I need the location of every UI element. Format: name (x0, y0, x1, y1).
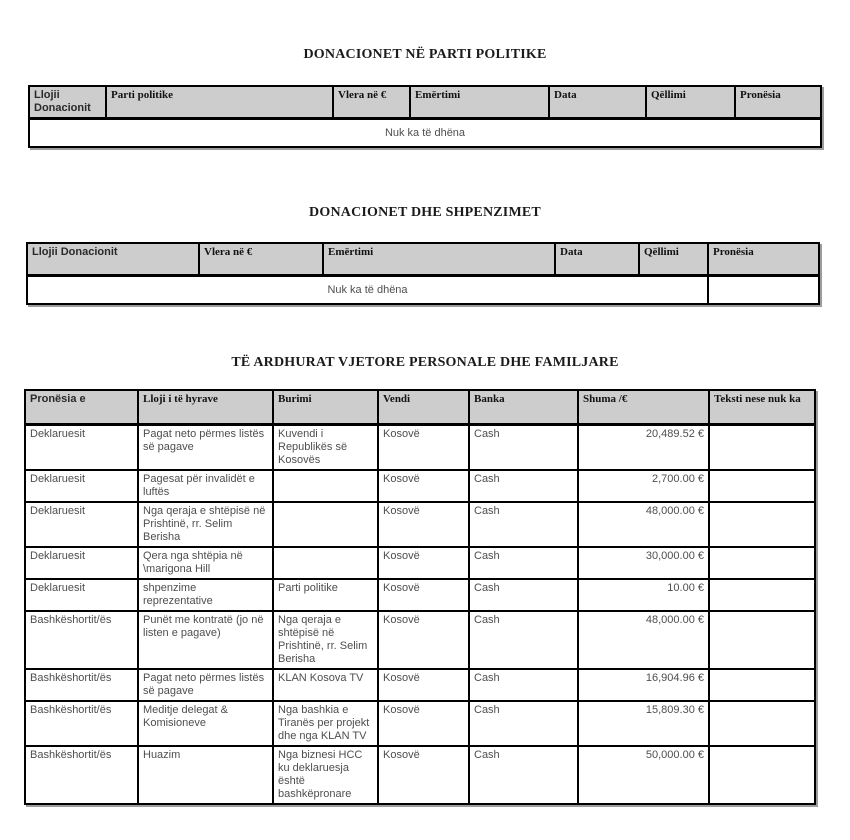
table-cell: Deklaruesit (25, 502, 138, 547)
table-cell: KLAN Kosova TV (273, 669, 378, 701)
table-cell: 30,000.00 € (578, 547, 709, 579)
column-header-cell: Data (555, 243, 639, 276)
table-cell: Nga qeraja e shtëpisë në Prishtinë, rr. Selim Berisha (138, 502, 273, 547)
table-cell (709, 547, 815, 579)
column-header-cell: Qëllimi (639, 243, 708, 276)
table-cell: 2,700.00 € (578, 470, 709, 502)
table-cell: Qera nga shtëpia në \marigona Hill (138, 547, 273, 579)
column-header-cell: Burimi (273, 390, 378, 425)
table-cell (709, 746, 815, 804)
section-donations-political-parties (0, 47, 850, 148)
column-header-cell: Pronësia (735, 86, 821, 119)
table-cell: Kosovë (378, 701, 469, 746)
table-cell: Punët me kontratë (jo në listen e pagave) (138, 611, 273, 669)
no-data-row (27, 276, 819, 305)
donations-political-parties-table (28, 85, 822, 148)
column-header-cell: Vlera në € (199, 243, 323, 276)
table-cell: Pagesat për invalidët e luftës (138, 470, 273, 502)
table-cell: Kosovë (378, 669, 469, 701)
table-title-annual-income: TË ARDHURAT VJETORE PERSONALE DHE FAMILJARE (231, 355, 619, 370)
table-title-donations-expenses: DONACIONET DHE SHPENZIMET (309, 205, 541, 220)
table-row (25, 669, 815, 701)
table-row (25, 611, 815, 669)
table-cell: Deklaruesit (25, 579, 138, 611)
table-cell: shpenzime reprezentative (138, 579, 273, 611)
table-cell: Nga biznesi HCC ku deklaruesja është bashkëpronare (273, 746, 378, 804)
annual-income-table (24, 389, 816, 805)
table-cell: Deklaruesit (25, 470, 138, 502)
table-row (25, 470, 815, 502)
table-cell (709, 701, 815, 746)
no-data-row (29, 119, 821, 148)
table-cell: Cash (469, 611, 578, 669)
table-cell: Nga bashkia e Tiranës per projekt dhe nga KLAN TV (273, 701, 378, 746)
table-cell: Kosovë (378, 502, 469, 547)
column-header-cell: Lloji i të hyrave (138, 390, 273, 425)
table-cell: Cash (469, 470, 578, 502)
table-cell: Kosovë (378, 611, 469, 669)
table-cell: Meditje delegat & Komisioneve (138, 701, 273, 746)
column-header-cell: Data (549, 86, 646, 119)
column-header-cell: Vendi (378, 390, 469, 425)
no-data-cell: Nuk ka të dhëna (29, 119, 821, 148)
column-header-cell: Shuma /€ (578, 390, 709, 425)
table-cell: 10.00 € (578, 579, 709, 611)
table-cell: Deklaruesit (25, 425, 138, 471)
table-cell: Bashkëshortit/ës (25, 669, 138, 701)
header-row (27, 243, 819, 276)
column-header-cell: Vlera në € (333, 86, 410, 119)
column-header-cell: Banka (469, 390, 578, 425)
section-donations-expenses (0, 205, 850, 305)
table-cell: Cash (469, 579, 578, 611)
table-cell: Nga qeraja e shtëpisë në Prishtinë, rr. Selim Berisha (273, 611, 378, 669)
column-header-cell: Emërtimi (323, 243, 555, 276)
table-row (25, 579, 815, 611)
table-cell: Cash (469, 547, 578, 579)
table-cell: Cash (469, 701, 578, 746)
table-cell: Kosovë (378, 425, 469, 471)
table-cell: 50,000.00 € (578, 746, 709, 804)
table-cell: Pagat neto përmes listës së pagave (138, 669, 273, 701)
table-cell (709, 425, 815, 471)
column-header-cell: Parti politike (106, 86, 333, 119)
table-cell (273, 547, 378, 579)
table-row (25, 547, 815, 579)
table-cell (709, 669, 815, 701)
table-cell: Cash (469, 502, 578, 547)
empty-cell (708, 276, 819, 305)
table-cell: Bashkëshortit/ës (25, 701, 138, 746)
table-cell (709, 470, 815, 502)
table-cell: Cash (469, 746, 578, 804)
table-row (25, 746, 815, 804)
table-title-donations-political-parties: DONACIONET NË PARTI POLITIKE (303, 47, 547, 62)
table-row (25, 701, 815, 746)
table-cell: Cash (469, 669, 578, 701)
table-cell (709, 579, 815, 611)
section-annual-income (0, 355, 850, 805)
table-cell: Huazim (138, 746, 273, 804)
table-row (25, 502, 815, 547)
table-cell: Parti politike (273, 579, 378, 611)
column-header-cell: Pronësia (708, 243, 819, 276)
table-cell: 16,904.96 € (578, 669, 709, 701)
table-cell: Kosovë (378, 470, 469, 502)
column-header-cell: Emërtimi (410, 86, 549, 119)
table-cell: Kosovë (378, 547, 469, 579)
table-cell: Pagat neto përmes listës së pagave (138, 425, 273, 471)
column-header-cell: Qëllimi (646, 86, 735, 119)
header-row (25, 390, 815, 425)
table-cell: 48,000.00 € (578, 502, 709, 547)
donations-expenses-table (26, 242, 820, 305)
table-cell (709, 611, 815, 669)
column-header-cell: Teksti nese nuk ka (709, 390, 815, 425)
column-header-cell: Pronësia e (25, 390, 138, 425)
table-cell (273, 502, 378, 547)
table-cell: Bashkëshortit/ës (25, 611, 138, 669)
table-cell: 15,809.30 € (578, 701, 709, 746)
table-cell: Kosovë (378, 579, 469, 611)
column-header-cell: Llojii Donacionit (27, 243, 199, 276)
table-row (25, 425, 815, 471)
header-row (29, 86, 821, 119)
table-cell: 48,000.00 € (578, 611, 709, 669)
no-data-cell: Nuk ka të dhëna (27, 276, 708, 305)
table-cell: Kosovë (378, 746, 469, 804)
table-cell: Bashkëshortit/ës (25, 746, 138, 804)
table-cell: Deklaruesit (25, 547, 138, 579)
table-cell: Kuvendi i Republikës së Kosovës (273, 425, 378, 471)
table-cell (273, 470, 378, 502)
table-cell: Cash (469, 425, 578, 471)
column-header-cell: Llojii Donacionit (29, 86, 106, 119)
table-cell: 20,489.52 € (578, 425, 709, 471)
table-cell (709, 502, 815, 547)
